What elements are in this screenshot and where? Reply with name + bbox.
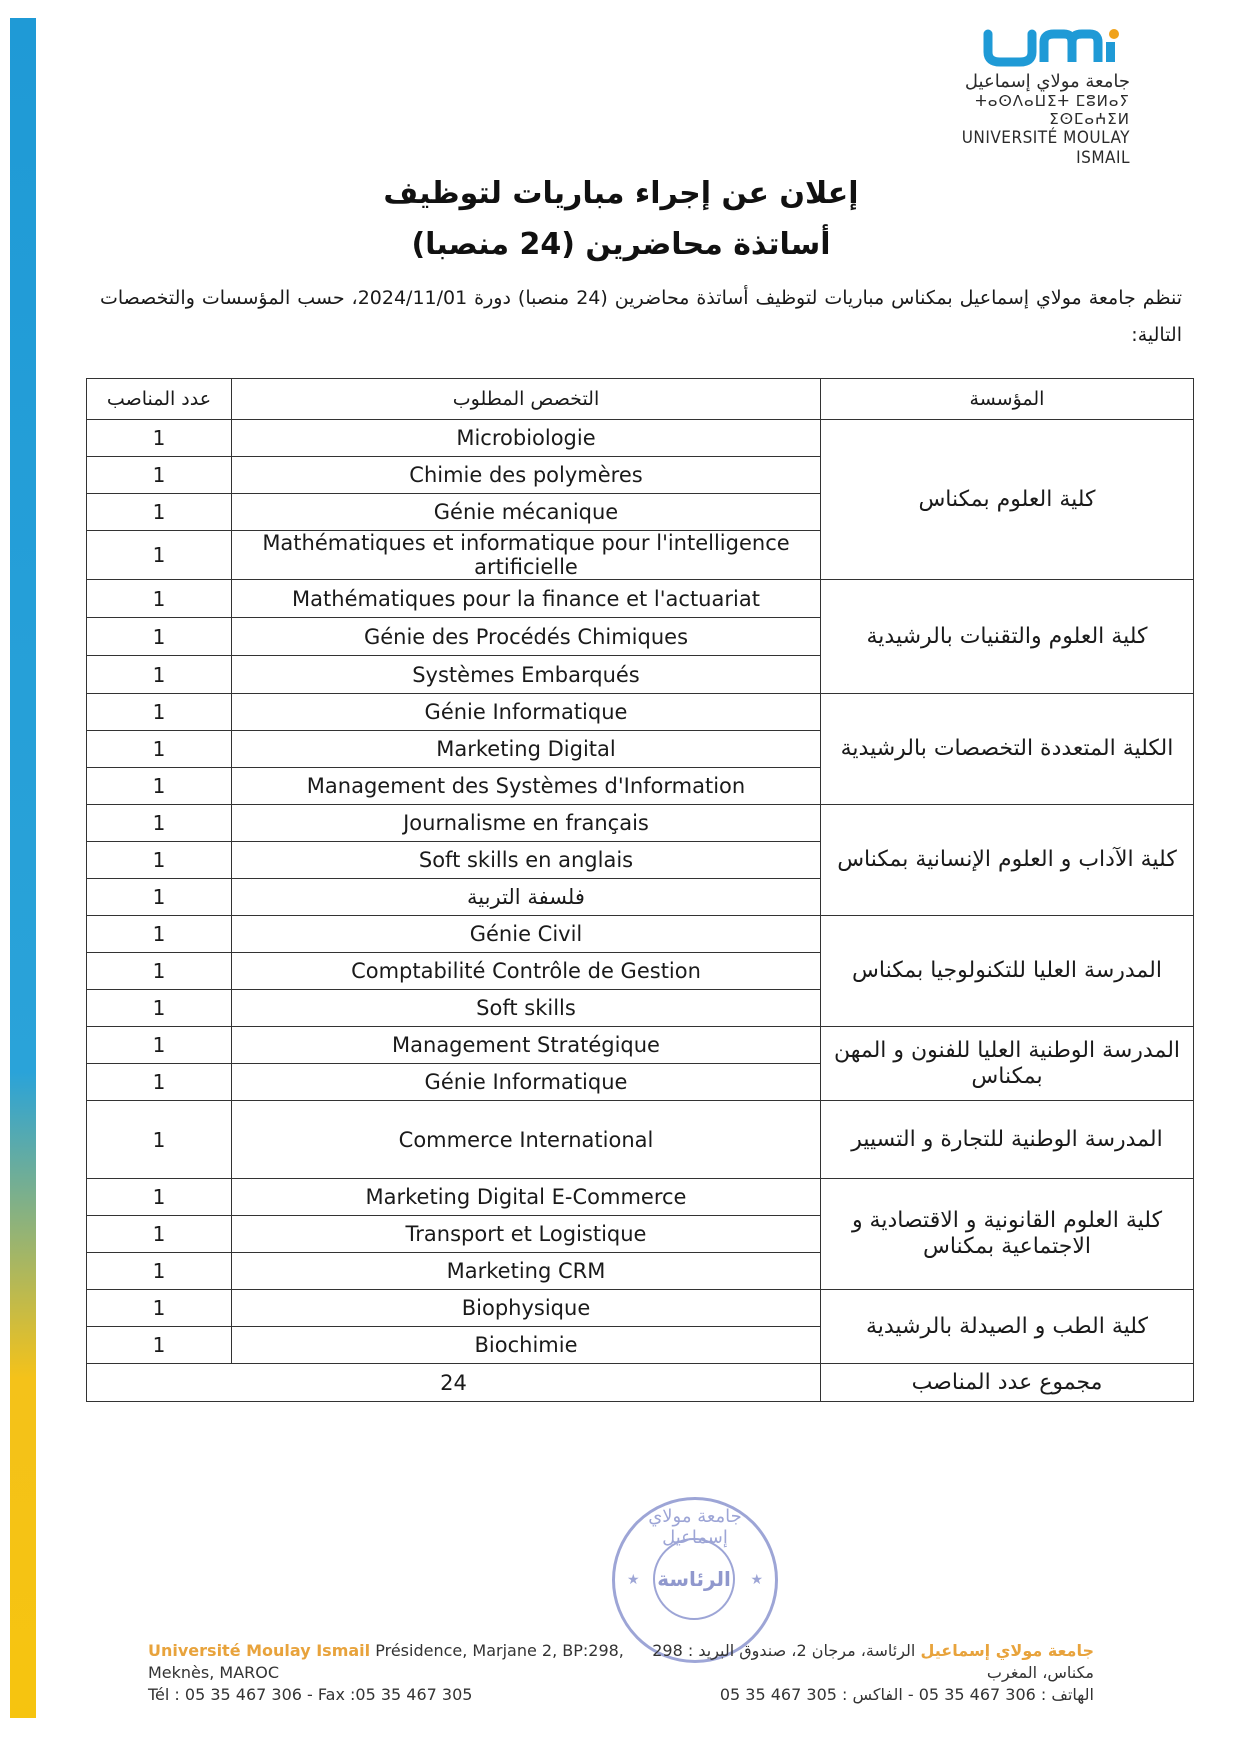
- logo-tifinagh-name: ⵜⴰⵙⴷⴰⵡⵉⵜ ⵎⵓⵍⴰⵢ ⵉⵙⵎⴰⵄⵉⵍ: [975, 92, 1130, 128]
- position-count: 1: [87, 768, 232, 805]
- specialty-name: Management Stratégique: [232, 1027, 821, 1064]
- specialty-name: Management des Systèmes d'Information: [232, 768, 821, 805]
- header-institution: المؤسسة: [821, 379, 1194, 420]
- institution-name: كلية العلوم والتقنيات بالرشيدية: [821, 580, 1194, 694]
- header-specialty: التخصص المطلوب: [232, 379, 821, 420]
- footer-brand-fr: Université Moulay Ismail: [148, 1641, 371, 1660]
- institution-name: المدرسة العليا للتكنولوجيا بمكناس: [821, 916, 1194, 1027]
- table-row: [87, 805, 1194, 842]
- institution-name: كلية العلوم القانونية و الاقتصادية و الاجتماعية بمكناس: [821, 1179, 1194, 1290]
- specialty-name: Génie des Procédés Chimiques: [232, 618, 821, 656]
- total-label: مجموع عدد المناصب: [821, 1364, 1194, 1402]
- footer-city-fr: Meknès, MAROC: [148, 1663, 280, 1682]
- specialty-name: Soft skills: [232, 990, 821, 1027]
- specialty-name: Marketing Digital: [232, 731, 821, 768]
- logo-french-name: UNIVERSITÉ MOULAY ISMAIL: [961, 128, 1130, 168]
- table-row: [87, 916, 1194, 953]
- institution-name: كلية العلوم بمكناس: [821, 420, 1194, 580]
- specialty-name: Chimie des polymères: [232, 457, 821, 494]
- position-count: 1: [87, 457, 232, 494]
- presidency-stamp: [612, 1497, 778, 1663]
- stamp-star-icon: ★: [750, 1572, 763, 1588]
- position-count: 1: [87, 916, 232, 953]
- specialty-name: Systèmes Embarqués: [232, 656, 821, 694]
- specialty-name: Marketing CRM: [232, 1253, 821, 1290]
- institution-name: المدرسة الوطنية العليا للفنون و المهن بمكناس: [821, 1027, 1194, 1101]
- specialty-name: Microbiologie: [232, 420, 821, 457]
- decorative-side-stripe: [10, 18, 36, 1718]
- specialty-name: Génie Informatique: [232, 694, 821, 731]
- position-count: 1: [87, 1216, 232, 1253]
- position-count: 1: [87, 842, 232, 879]
- footer-address-ar: الرئاسة، مرجان 2، صندوق البريد : 298: [652, 1641, 916, 1660]
- table-row: [87, 420, 1194, 457]
- position-count: 1: [87, 1327, 232, 1364]
- position-count: 1: [87, 1027, 232, 1064]
- specialty-name: Commerce International: [232, 1101, 821, 1179]
- position-count: 1: [87, 494, 232, 531]
- stamp-star-icon: ★: [627, 1572, 640, 1588]
- position-count: 1: [87, 1179, 232, 1216]
- specialty-name: Soft skills en anglais: [232, 842, 821, 879]
- position-count: 1: [87, 656, 232, 694]
- stamp-center-text: الرئاسة: [653, 1538, 735, 1620]
- position-count: 1: [87, 805, 232, 842]
- footer-phone-ar: الهاتف : 306 467 35 05 - الفاكس : 305 467 35 05: [719, 1685, 1094, 1704]
- specialty-name: Biophysique: [232, 1290, 821, 1327]
- specialty-name: Journalisme en français: [232, 805, 821, 842]
- position-count: 1: [87, 1101, 232, 1179]
- position-count: 1: [87, 694, 232, 731]
- specialty-name: Comptabilité Contrôle de Gestion: [232, 953, 821, 990]
- table-row: [87, 1027, 1194, 1064]
- position-count: 1: [87, 580, 232, 618]
- university-logo: [910, 28, 1130, 168]
- position-count: 1: [87, 1253, 232, 1290]
- header-count: عدد المناصب: [87, 379, 232, 420]
- specialty-name: Marketing Digital E-Commerce: [232, 1179, 821, 1216]
- position-count: 1: [87, 618, 232, 656]
- specialty-name: Transport et Logistique: [232, 1216, 821, 1253]
- specialty-name: Mathématiques et informatique pour l'intelligence artificielle: [232, 531, 821, 580]
- table-row: [87, 580, 1194, 618]
- total-value: 24: [87, 1364, 821, 1402]
- footer-arabic: [574, 1640, 1094, 1706]
- position-count: 1: [87, 731, 232, 768]
- table-row: [87, 694, 1194, 731]
- institution-name: كلية الآداب و العلوم الإنسانية بمكناس: [821, 805, 1194, 916]
- footer-french: [148, 1640, 648, 1706]
- position-count: 1: [87, 990, 232, 1027]
- footer-city-ar: مكناس، المغرب: [986, 1663, 1094, 1682]
- footer-brand-ar: جامعة مولاي إسماعيل: [920, 1641, 1094, 1660]
- position-count: 1: [87, 879, 232, 916]
- institution-name: كلية الطب و الصيدلة بالرشيدية: [821, 1290, 1194, 1364]
- footer-address-fr: Présidence, Marjane 2, BP:298,: [375, 1641, 624, 1660]
- institution-name: المدرسة الوطنية للتجارة و التسيير: [821, 1101, 1194, 1179]
- table-header-row: [87, 379, 1194, 420]
- specialty-name: Génie mécanique: [232, 494, 821, 531]
- institution-name: الكلية المتعددة التخصصات بالرشيدية: [821, 694, 1194, 805]
- intro-paragraph: تنظم جامعة مولاي إسماعيل بمكناس مباريات لتوظيف أساتذة محاضرين (24 منصبا) دورة 2024/11/01، حسب المؤسسات والتخصصات التالية:: [100, 287, 1182, 346]
- table-row: [87, 1179, 1194, 1216]
- total-row: [87, 1364, 1194, 1402]
- stamp-ring-text: جامعة مولاي إسماعيل: [648, 1506, 742, 1548]
- announcement-title: إعلان عن إجراء مباريات لتوظيف: [383, 176, 859, 211]
- positions-table: [86, 378, 1194, 1402]
- logo-arabic-name: جامعة مولاي إسماعيل: [964, 71, 1130, 92]
- umi-logo-mark: [980, 28, 1130, 68]
- table-row: [87, 1101, 1194, 1179]
- position-count: 1: [87, 953, 232, 990]
- position-count: 1: [87, 1290, 232, 1327]
- footer-phone-fr: Tél : 05 35 467 306 - Fax :05 35 467 305: [148, 1685, 473, 1704]
- specialty-name: Génie Civil: [232, 916, 821, 953]
- specialty-name: Biochimie: [232, 1327, 821, 1364]
- specialty-name: فلسفة التربية: [232, 879, 821, 916]
- position-count: 1: [87, 420, 232, 457]
- specialty-name: Mathématiques pour la finance et l'actuariat: [232, 580, 821, 618]
- table-row: [87, 1290, 1194, 1327]
- announcement-subtitle: أساتذة محاضرين (24 منصبا): [411, 227, 831, 262]
- position-count: 1: [87, 531, 232, 580]
- position-count: 1: [87, 1064, 232, 1101]
- specialty-name: Génie Informatique: [232, 1064, 821, 1101]
